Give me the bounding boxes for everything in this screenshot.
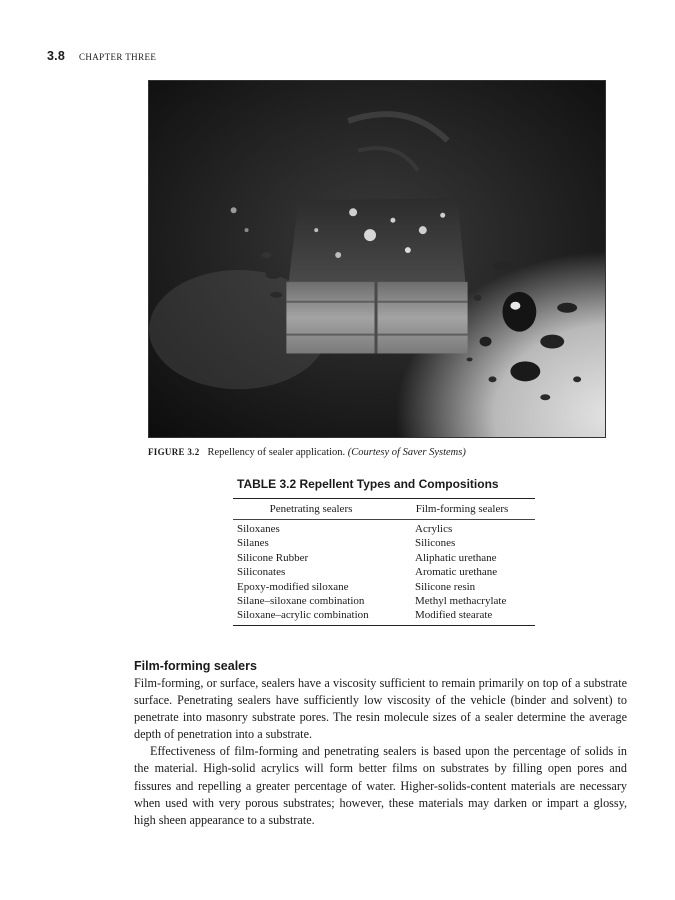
table-row <box>233 580 535 594</box>
table-cell: Aliphatic urethane <box>415 551 497 564</box>
table-title: TABLE 3.2 Repellent Types and Compositions <box>237 477 499 491</box>
chapter-title: CHAPTER THREE <box>78 52 157 62</box>
paragraph: Film-forming, or surface, sealers have a viscosity sufficient to remain primarily on top of a substrate surface. Penetrating sealers have sufficiently low viscosity of the vehicle (binder and solvent) to penetrate into masonry substrate pores. The resin molecule sizes of a sealer determine the average depth of penetration into a substrate. <box>134 676 627 742</box>
figure-label: FIGURE 3.2 <box>148 447 200 457</box>
figure-photo <box>148 80 606 438</box>
figure-credit: (Courtesy of Saver Systems) <box>347 447 466 458</box>
body-text <box>134 675 627 829</box>
table-row <box>233 608 535 622</box>
table-cell: Siloxane–acrylic combination <box>237 609 369 622</box>
table-cell: Silicone Rubber <box>237 551 309 564</box>
table-cell: Silicones <box>415 537 456 550</box>
table-row <box>233 522 535 536</box>
section-heading: Film-forming sealers <box>134 659 257 673</box>
table-cell: Silicone resin <box>415 580 476 593</box>
table-cell: Siliconates <box>237 566 286 579</box>
table-row <box>233 594 535 608</box>
table-row <box>233 551 535 565</box>
table-cell: Silanes <box>237 537 269 550</box>
paragraph: Effectiveness of film-forming and penetrating sealers is based upon the percentage of solids in the material. High-solid acrylics will form better films on substrates by filling open pores and fissures and repelling a greater percentage of water. Higher-solids-content materials are necessary when used with very porous substrates; however, these materials may darken or impart a glossy, high sheen appearance to a substrate. <box>134 744 627 827</box>
table-cell: Methyl methacrylate <box>415 594 507 607</box>
table-cell: Aromatic urethane <box>415 566 498 579</box>
table-row <box>233 565 535 579</box>
table-cell: Epoxy-modified siloxane <box>237 580 349 593</box>
figure-caption-text: Repellency of sealer application. <box>207 447 346 458</box>
figure-caption <box>148 447 466 458</box>
table-cell: Siloxanes <box>237 523 280 535</box>
page-number: 3.8 <box>47 49 65 63</box>
table-row <box>233 536 535 550</box>
table-cell: Modified stearate <box>415 609 493 622</box>
table-cell: Acrylics <box>415 523 453 535</box>
column-header-penetrating: Penetrating sealers <box>269 503 353 515</box>
table-cell: Silane–siloxane combination <box>237 594 365 607</box>
sealer-repellency-photo <box>149 81 605 437</box>
table-header-row <box>233 499 535 519</box>
column-header-film-forming: Film-forming sealers <box>415 503 509 515</box>
repellent-table <box>233 498 535 626</box>
running-head <box>47 47 156 63</box>
table-body <box>233 520 535 625</box>
table-bottom-rule <box>233 625 535 626</box>
